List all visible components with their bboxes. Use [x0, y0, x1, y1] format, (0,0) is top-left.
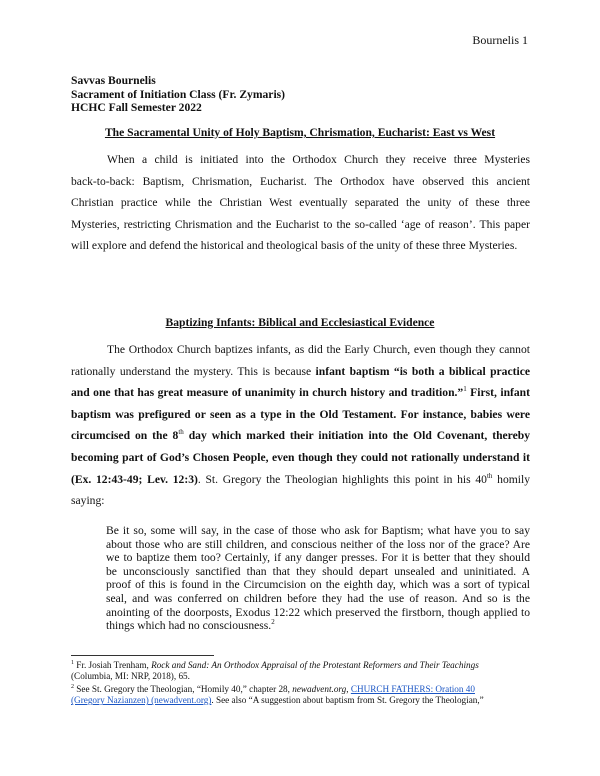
footnote-ref-2[interactable]: 2 [271, 618, 275, 627]
quote-line: be unconsciously sanctified than that they should depart unsealed and uninitiated. A [106, 564, 530, 578]
text-line: baptism was prefigured or seen as a type in the Old Testament. For instance, babies were [71, 407, 530, 421]
text-line: (Ex. 12:43-49; Lev. 12:3). St. Gregory the Theologian highlights this point in his 40th homily [71, 471, 531, 486]
section-heading: Baptizing Infants: Biblical and Ecclesiastical Evidence [165, 316, 435, 329]
text-line: Christian practice while the Christian West eventually separated the unity of these three [71, 196, 530, 210]
text-line: Mysteries, restricting Chrismation and the Eucharist to the so-called ‘age of reason’. This paper [71, 217, 530, 231]
book-title: Rock and Sand: An Orthodox Appraisal of the Protestant Reformers and Their Teachings [151, 660, 479, 670]
text-line: and one that has great measure of unanimity in church history and tradition.”$^1$ First, infant [71, 385, 530, 400]
text-line: back-to-back: Baptism, Chrismation, Eucharist. The Orthodox have observed this ancient [71, 174, 530, 188]
paper-title: The Sacramental Unity of Holy Baptism, Chrismation, Eucharist: East vs West [104, 126, 496, 139]
quote-line: Be it so, some will say, in the case of those who ask for Baptism; what have you to say [106, 524, 530, 537]
text-line: saying: [71, 494, 105, 508]
footnote-line: (Columbia, MI: NRP, 2018), 65. [71, 671, 190, 682]
footnote-2 [71, 684, 530, 706]
quote-line: things which had no consciousness.$^2$ [106, 618, 275, 633]
oration-link[interactable]: CHURCH FATHERS: Oration 40 [350, 684, 475, 694]
text-line: rationally understand the mystery. This is because infant baptism “is both a biblical practice [71, 364, 531, 378]
footnote-number: 2 [71, 683, 74, 690]
text-line: The Orthodox Church baptizes infants, as did the Early Church, even though they cannot [107, 343, 530, 356]
quote-line: proof of this is found in the Circumcision on the eighth day, which was a sort of typical [106, 578, 530, 592]
bold-claim: infant baptism “is both a biblical practice [315, 364, 531, 378]
body-paragraph [71, 339, 530, 512]
semester: HCHC Fall Semester 2022 [71, 101, 202, 114]
author-name: Savvas Bournelis [71, 74, 156, 87]
footnote-line: $^1$ Fr. Josiah Trenham, Rock and Sand: An Orthodox Appraisal of the Protestant Reformers and Their Teachings [71, 659, 479, 670]
text-line: will explore and defend the historical and theological basis of the unity of these three Mysteries. [71, 239, 518, 253]
block-quote [106, 524, 530, 633]
footnote-1 [71, 660, 530, 682]
source-site: newadvent.org [292, 684, 347, 694]
footnote-line: (Gregory Nazianzen) (newadvent.org). See also “A suggestion about baptism from St. Gregory the Theologian,” [71, 695, 484, 706]
text-line: When a child is initiated into the Orthodox Church they receive three Mysteries [107, 153, 530, 166]
ordinal-suffix: th [178, 428, 184, 437]
quote-line: seal, and was conferred on children before they had the use of reason. And so is the [106, 591, 530, 605]
running-head: Bournelis 1 [472, 33, 528, 47]
intro-paragraph [71, 149, 530, 257]
footnote-ref-1[interactable]: 1 [463, 385, 467, 394]
scripture-reference: (Ex. 12:43-49; Lev. 12:3) [71, 472, 198, 486]
oration-link-continued[interactable]: (Gregory Nazianzen) (newadvent.org) [71, 695, 212, 706]
quote-line: we to baptize them too? Certainly, if any danger presses. For it is better that they should [106, 551, 530, 565]
quote-line: anointing of the doorposts, Exodus 12:22 which preserved the firstborn, though applied to [106, 605, 530, 619]
quote-line: about those who are still children, and conscious neither of the loss nor of the grace? Are [106, 537, 530, 551]
ordinal-suffix: th [486, 471, 493, 480]
footnote-separator [71, 655, 214, 656]
footnote-line: $^2$ See St. Gregory the Theologian, “Homily 40,” chapter 28, newadvent.org, CHURCH FATHERS: Oration 40 [71, 683, 475, 694]
course-name: Sacrament of Initiation Class (Fr. Zymaris) [71, 87, 286, 101]
author-header-block [71, 74, 285, 115]
text-line: becoming part of God’s Chosen People, even though they could not rationally understand it [71, 450, 530, 464]
text-line: circumcised on the 8th day which marked their initiation into the Old Covenant, thereby [71, 428, 530, 443]
footnote-number: 1 [71, 659, 74, 666]
